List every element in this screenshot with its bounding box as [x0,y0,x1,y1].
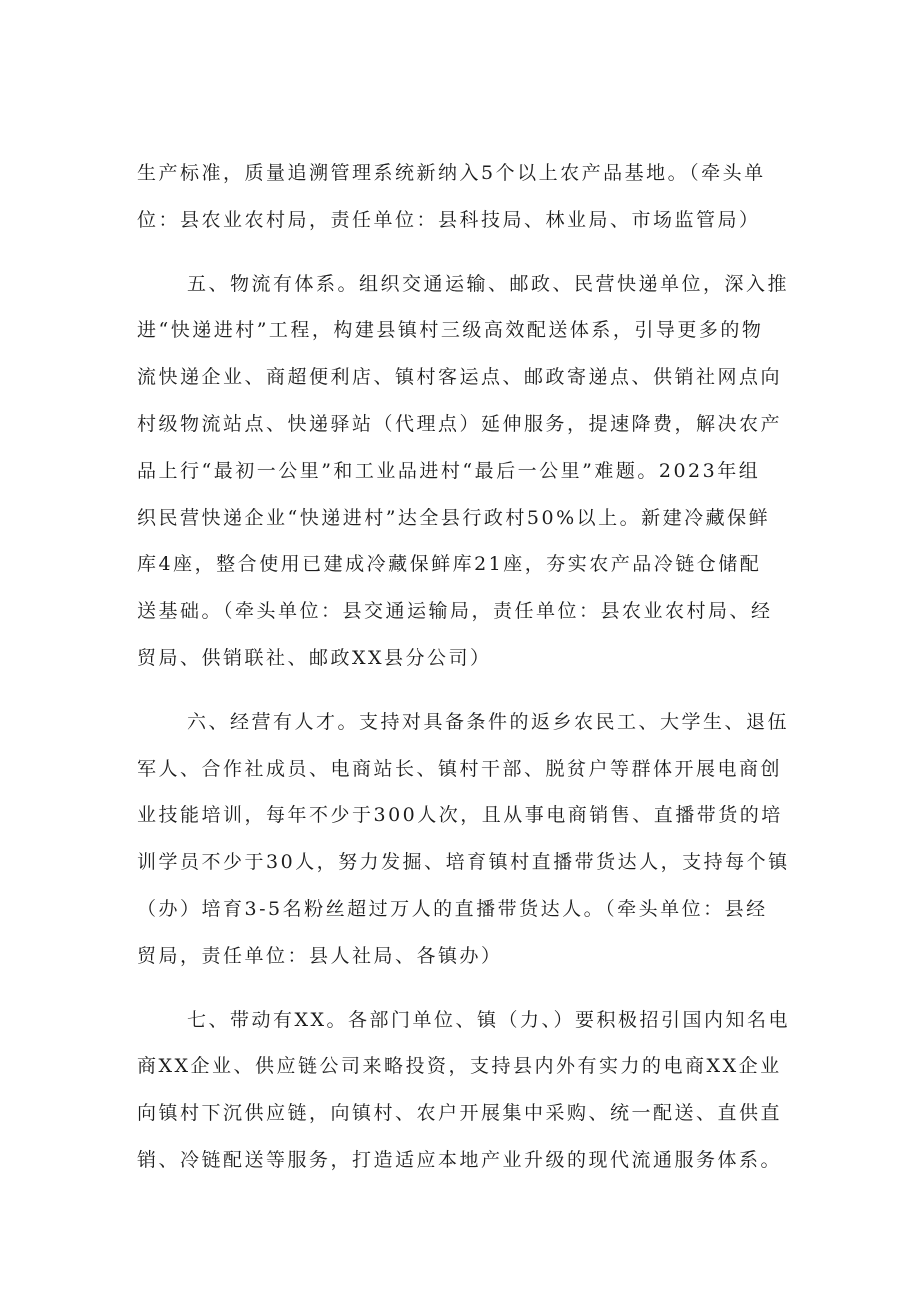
text-line: 流快递企业、商超便利店、镇村客运点、邮政寄递点、供销社网点向 [137,366,783,389]
text-line: 品上行“最初一公里”和工业品进村“最后一公里”难题。2023年组 [137,459,761,482]
text-line: 向镇村下沉供应链，向镇村、农户开展集中采购、统一配送、直供直 [137,1102,783,1125]
text-line: 训学员不少于30人，努力发掘、培育镇村直播带货达人，支持每个镇 [137,851,790,874]
text-line: 业技能培训，每年不少于300人次，且从事电商销售、直播带货的培 [137,804,783,827]
paragraph-talent [137,699,790,980]
text-line: 送基础。（牵头单位：县交通运输局，责任单位：县农业农村局、经 [137,600,773,623]
text-line: 七、带动有XX。各部门单位、镇（力、）要积极招引国内知名电 [187,1008,791,1031]
paragraph-driving [137,997,791,1184]
text-line: 进“快递进村”工程，构建县镇村三级高效配送体系，引导更多的物 [137,319,764,342]
text-line: 军人、合作社成员、电商站长、镇村干部、脱贫户等群体开展电商创 [137,757,783,780]
paragraph-gap [137,980,787,997]
paragraph-gap [137,244,787,261]
text-line: 村级物流站点、快递驿站（代理点）延伸服务，提速降费，解决农产 [137,412,783,435]
paragraph-logistics [137,261,790,682]
text-line: 贸局、供销联社、邮政XX县分公司） [137,646,492,669]
text-line: 位：县农业农村局，责任单位：县科技局、林业局、市场监管局） [137,208,761,231]
document-body [137,150,791,1184]
text-line: 六、经营有人才。支持对具备条件的返乡农民工、大学生、退伍 [187,710,790,733]
text-line: （办）培育3-5名粉丝超过万人的直播带货达人。（牵头单位：县经 [137,897,768,920]
text-line: 销、冷链配送等服务，打造适应本地产业升级的现代流通服务体系。 [137,1148,783,1171]
text-line: 生产标准，质量追溯管理系统新纳入5个以上农产品基地。（牵头单 [137,162,766,184]
text-line: 商XX企业、供应链公司来略投资，支持县内外有实力的电商XX企业 [137,1055,782,1078]
text-line: 五、物流有体系。组织交通运输、邮政、民营快递单位，深入推 [187,272,790,295]
paragraph-gap [137,682,787,699]
text-line: 库4座，整合使用已建成冷藏保鲜库21座，夯实农产品冷链仓储配 [137,553,762,576]
text-line: 织民营快递企业“快递进村”达全县行政村50%以上。新建冷藏保鲜 [137,506,771,529]
paragraph-standards [137,150,787,244]
text-line: 贸局，责任单位：县人社局、各镇办） [137,944,503,967]
